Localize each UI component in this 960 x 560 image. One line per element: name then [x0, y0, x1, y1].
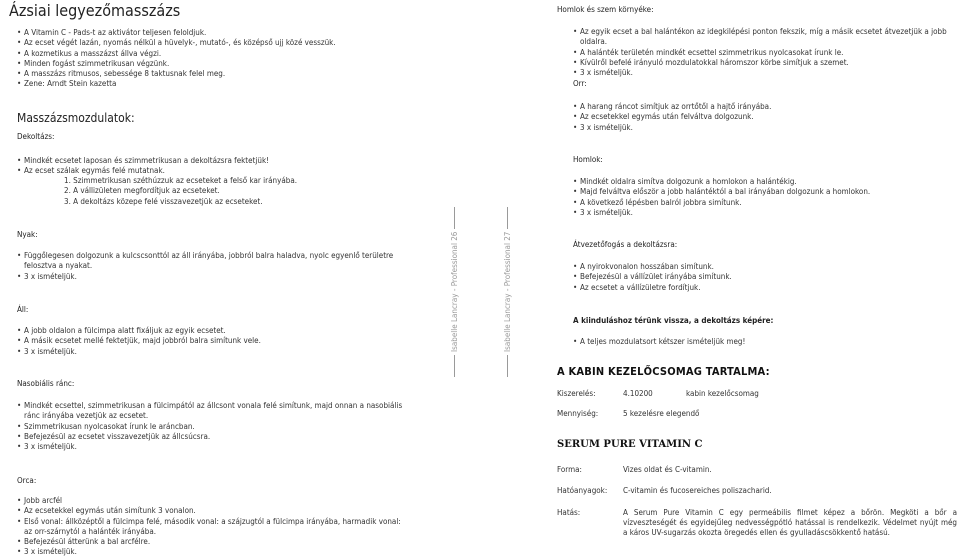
table-row — [557, 465, 957, 475]
table-row — [557, 486, 957, 496]
label-nyak: Nyak: — [17, 230, 38, 239]
cosmetic-package-title: A KABIN KEZELŐCSOMAG TARTALMA: — [557, 365, 770, 378]
table-row — [557, 409, 759, 419]
list-item: • A teljes mozdulatsort kétszer ismételjük meg! — [573, 337, 958, 347]
label-all: Áll: — [17, 305, 29, 314]
label-nasobialis: Nasobiális ránc: — [17, 379, 75, 388]
spine-text-right: Isabelle Lancray - Professional 27 — [503, 204, 513, 380]
label-orr: Orr: — [573, 79, 587, 88]
homlok-szem-list — [573, 27, 958, 78]
spec-value: 5 kezelésre elegendő — [623, 409, 700, 419]
orca-list — [17, 496, 409, 558]
list-item: • 3 x ismételjük. — [17, 272, 409, 282]
table-row — [557, 475, 957, 486]
list-item: • A másik ecsetet mellé fektetjük, majd jobbról balra simítunk vele. — [17, 336, 417, 346]
label-atvezeto: Átvezetőfogás a dekoltázsra: — [573, 240, 678, 249]
list-item: 3. A dekoltázs közepe felé visszavezetjük az ecseteket. — [64, 196, 263, 206]
table-row — [557, 497, 957, 508]
label-orca: Orca: — [17, 476, 37, 485]
list-item: • Az ecsetekkel egymás után simítunk 3 vonalon. — [17, 506, 409, 516]
list-item: • Az ecsetekkel egymás után felváltva dolgozunk. — [573, 112, 958, 122]
list-item: • 3 x ismételjük. — [573, 68, 958, 78]
list-item: • 3 x ismételjük. — [573, 208, 958, 218]
list-item: • Zene: Arndt Stein kazetta — [17, 79, 417, 89]
list-item: • Mindkét ecsettel, szimmetrikusan a fülcimpától az állcsont vonala felé simítunk, majd onnan a nasobiális ránc irányába vezetjük az ecsetet. — [17, 401, 409, 422]
spec-value: Vizes oldat és C-vitamin. — [623, 465, 712, 474]
spine-text-left: Isabelle Lancray - Professional 26 — [450, 204, 460, 380]
spec-value: C-vitamin és fucosereiches poliszacharid. — [623, 486, 772, 496]
table-row — [557, 508, 957, 539]
list-item: • A harang ráncot simítjuk az orrtőtől a hajtő irányába. — [573, 102, 958, 112]
list-item: • Függőlegesen dolgozunk a kulcscsonttól az áll irányába, jobbról balra haladva, nyolc egyenlő területre felosztva a nyakat. — [17, 251, 409, 272]
list-item: • A halánték területén mindkét ecsettel szimmetrikus nyolcasokat írunk le. — [573, 48, 958, 58]
list-item: • Szimmetrikusan nyolcasokat írunk le aráncban. — [17, 422, 409, 432]
intro-list — [17, 28, 417, 90]
list-item: 1. Szimmetrikusan széthúzzuk az ecseteket a felső kar irányába. — [64, 176, 298, 185]
list-item: • Majd felváltva először a jobb halántéktól a bal irányában dolgozunk a homlokon. — [573, 187, 958, 197]
list-item: • Jobb arcfél — [17, 496, 409, 506]
page-title: Ázsiai legyezőmasszázs — [9, 1, 181, 20]
spec-label: Hatás: — [557, 507, 581, 517]
all-list — [17, 326, 417, 357]
list-item: • A Vitamin C - Pads-t az aktivátor teljesen feloldjuk. — [17, 28, 417, 38]
dekoltazs-list — [17, 156, 417, 177]
table-row — [557, 389, 759, 399]
orr-list — [573, 102, 958, 133]
spec-label: Mennyiség: — [557, 409, 599, 419]
kiindulas-list — [573, 337, 958, 347]
spec-label: Hatóanyagok: — [557, 486, 608, 496]
list-item: • Mindkét oldalra simítva dolgozunk a homlokon a halántékig. — [573, 177, 958, 187]
list-item: • Befejezésül a vállízület irányába simítunk. — [573, 272, 958, 282]
list-item: • Az ecset végét lazán, nyomás nélkül a hüvelyk-, mutató-, és középső ujj közé vesszük. — [17, 38, 417, 48]
list-item: • A nyirokvonalon hosszában simítunk. — [573, 262, 958, 272]
list-item: • A kozmetikus a masszázst állva végzi. — [17, 49, 417, 59]
nasobialis-list — [17, 401, 409, 452]
list-item: • Az egyik ecset a bal halántékon az idegkilépési ponton fekszik, míg a másik ecsetet átvezetjük a jobb oldalra. — [573, 27, 958, 48]
list-item: 2. A vállizületen megfordítjuk az ecseteket. — [64, 186, 220, 196]
section-heading-moves: Masszázsmozdulatok: — [17, 111, 135, 125]
label-homlok: Homlok: — [573, 155, 603, 164]
nyak-list — [17, 251, 409, 282]
table-row — [557, 399, 759, 409]
list-item: • 3 x ismételjük. — [17, 547, 409, 557]
list-item: • A következő lépésben balról jobbra simítunk. — [573, 198, 958, 208]
list-item: • A jobb oldalon a fülcimpa alatt fixáljuk az egyik ecsetet. — [17, 326, 417, 336]
homlok-list — [573, 177, 958, 218]
list-item: • Kívülről befelé irányuló mozdulatokkal háromszor körbe simítjuk a szemet. — [573, 58, 958, 68]
label-kiindulas: A kiinduláshoz térünk vissza, a dekoltázs képére: — [573, 316, 774, 325]
list-item: • Az ecset szálak egymás felé mutatnak. — [17, 166, 417, 176]
list-item: • 3 x ismételjük. — [573, 123, 958, 133]
list-item: • Az ecsetet a vállízületre fordítjuk. — [573, 283, 958, 293]
list-item: • Első vonal: állközéptől a fülcimpa felé, második vonal: a szájzugtól a fülcimpa irányába, harmadik vonal: az orr-szárnytól a halánték irányába. — [17, 517, 409, 538]
label-dekoltazs: Dekoltázs: — [17, 132, 55, 141]
list-item: • Befejezésül átterünk a bal arcfélre. — [17, 537, 409, 547]
spec-value: kabin kezelőcsomag — [686, 389, 759, 398]
list-item: • 3 x ismételjük. — [17, 442, 409, 452]
list-item: • A masszázs ritmusos, sebessége 8 taktusnak felel meg. — [17, 69, 417, 79]
spec-code: 4.10200 — [623, 389, 653, 398]
serum-title: SERUM PURE VITAMIN C — [557, 439, 703, 450]
spec-label: Forma: — [557, 465, 582, 474]
spec-value: A Serum Pure Vitamin C egy permeábilis filmet képez a bőrön. Megköti a bőr a vízveszteségét és egyidejűleg nedvességpótló hatással is rendelkezik. Védelmet nyújt még a káros UV-sugarzás okozta öregedés ellen és gyulladáscsökkentő hatású. — [623, 507, 957, 538]
list-item: • Mindkét ecsetet laposan és szimmetrikusan a dekoltázsra fektetjük! — [17, 156, 417, 166]
serum-spec-table — [557, 465, 957, 538]
package-spec-table — [557, 389, 759, 420]
dekoltazs-steps — [64, 176, 424, 207]
atvezeto-list — [573, 262, 958, 293]
list-item: • Minden fogást szimmetrikusan végzünk. — [17, 59, 417, 69]
spec-label: Kiszerelés: — [557, 389, 596, 398]
list-item: • Befejezésül az ecsetet visszavezetjük az állcsúcsra. — [17, 432, 409, 442]
list-item: • 3 x ismételjük. — [17, 347, 417, 357]
label-homlok-szem: Homlok és szem környéke: — [557, 5, 654, 14]
